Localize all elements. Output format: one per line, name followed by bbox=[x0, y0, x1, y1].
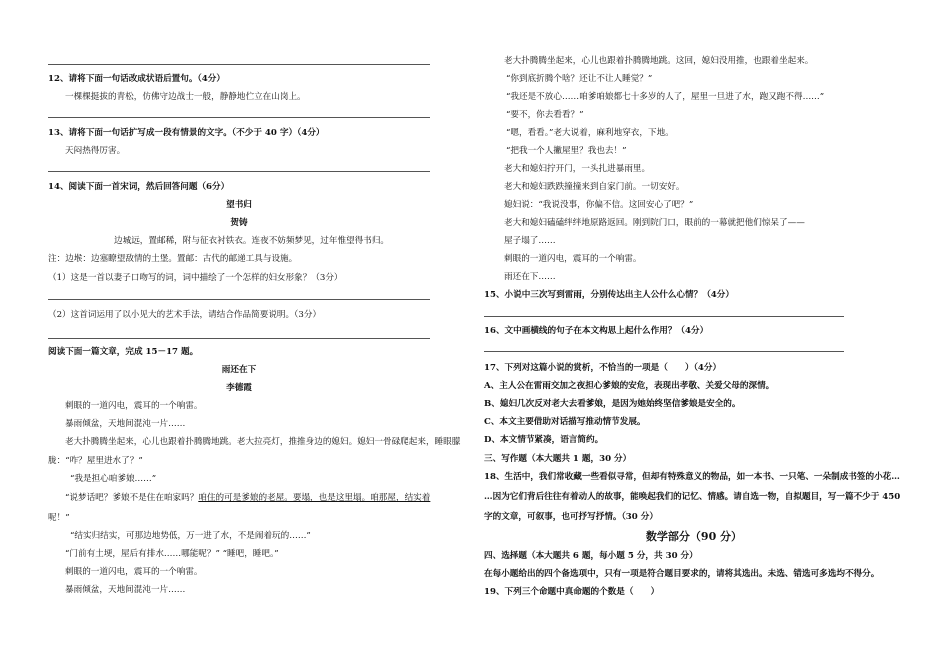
q14-part2: （2）这首词运用了以小见大的艺术手法，请结合作品简要说明。（3分） bbox=[48, 310, 322, 320]
story-paragraph: 暴雨倾盆，天地间混沌一片…… bbox=[65, 419, 186, 429]
q14-title: 14、阅读下面一首宋词，然后回答问题（6分） bbox=[48, 182, 230, 192]
story-author: 李德霞 bbox=[226, 383, 252, 393]
q17-option-d: D、本文情节紧凑，语言简约。 bbox=[484, 435, 604, 445]
story-paragraph: 老大和媳妇磕磕绊绊地原路返回。刚到院门口，眼前的一幕就把他们惊呆了—— bbox=[504, 218, 805, 228]
q13-title: 13、请将下面一句话扩写成一段有情景的文字。（不少于 40 字）（4分） bbox=[48, 128, 325, 138]
q13-text: 天闷热得厉害。 bbox=[65, 146, 126, 156]
story-text: “说梦话吧？爹娘不是住在咱家吗？ bbox=[65, 493, 199, 503]
story-title: 雨还在下 bbox=[221, 365, 257, 375]
section-writing: 三、写作题（本大题共 1 题，30 分） bbox=[484, 454, 632, 464]
story-paragraph: “门前有土埂，屋后有排水……哪能呢？” “睡吧，睡吧。” bbox=[65, 549, 279, 559]
section-choice: 四、选择题（本大题共 6 题，每小题 5 分，共 30 分） bbox=[484, 551, 698, 561]
story-paragraph: 媳妇说：“我说没事，你偏不信。这回安心了吧？” bbox=[504, 200, 694, 210]
q17-option-c: C、本文主要借助对话描写推动情节发展。 bbox=[484, 417, 646, 427]
story-paragraph: 雨还在下…… bbox=[504, 272, 556, 282]
q17-option-b: B、媳妇几次反对老大去看爹娘，是因为她始终坚信爹娘是安全的。 bbox=[484, 399, 741, 409]
q14-part1: （1）这是一首以妻子口吻写的词，词中描绘了一个怎样的妇女形象？（3分） bbox=[48, 273, 343, 283]
story-paragraph: 刺眼的一道闪电，震耳的一个响雷。 bbox=[65, 401, 203, 411]
story-paragraph: 老大和媳妇跌跌撞撞来到自家门前。一切安好。 bbox=[504, 182, 685, 192]
poem-author: 贺铸 bbox=[230, 218, 248, 228]
q17-option-a: A、主人公在雷雨交加之夜担心爹娘的安危，表现出孝敬、关爱父母的深情。 bbox=[484, 381, 775, 391]
story-paragraph: “嗯，看看。”老大说着，麻利地穿衣，下地。 bbox=[506, 128, 674, 138]
q18-text: …因为它们背后往往有着动人的故事，能唤起我们的记忆、情感。请自选一物，自拟题目，写一篇不少于 450 bbox=[484, 492, 901, 502]
story-paragraph: 刺眼的一道闪电，震耳的一个响雷。 bbox=[504, 254, 642, 264]
story-paragraph: 老大和媳妇拧开门，一头扎进暴雨里。 bbox=[504, 164, 651, 174]
answer-line bbox=[48, 64, 430, 65]
story-paragraph bbox=[65, 492, 430, 504]
story-paragraph: 暴雨倾盆，天地间混沌一片…… bbox=[65, 585, 186, 595]
q12-title: 12、请将下面一句话改成状语后置句。（4分） bbox=[48, 74, 225, 84]
underlined-sentence: 咱住的可是爹娘的老屋。要塌，也是这里塌。咱那屋，结实着 bbox=[198, 493, 431, 503]
story-paragraph: 刺眼的一道闪电，震耳的一个响雷。 bbox=[65, 567, 203, 577]
answer-line bbox=[48, 338, 430, 339]
story-paragraph: 胧：“咋？屋里进水了？” bbox=[48, 456, 143, 466]
q15-title: 15、小说中三次写到雷雨，分别传达出主人公什么心情？（4分） bbox=[484, 290, 734, 300]
answer-line bbox=[484, 316, 844, 317]
q16-title: 16、文中画横线的句子在本文构思上起什么作用？（4分） bbox=[484, 326, 709, 336]
poem-note: 注：边堠：边塞瞭望敌情的土堡。置邮：古代的邮递工具与设施。 bbox=[48, 254, 298, 264]
story-paragraph: “你到底折腾个啥？还让不让人睡觉？” bbox=[506, 74, 653, 84]
poem-title: 望书归 bbox=[226, 200, 252, 210]
story-paragraph: 老大扑腾腾坐起来，心儿也跟着扑腾腾地跳。老大拉亮灯，推推身边的媳妇。媳妇一骨碌爬起来，睡眼朦 bbox=[65, 437, 461, 447]
answer-line bbox=[484, 351, 844, 352]
q18-text: 18、生活中，我们常收藏一些看似寻常，但却有特殊意义的物品，如一本书、一只笔、一朵制成书签的小花… bbox=[484, 472, 900, 482]
q17-title: 17、下列对这篇小说的赏析，不恰当的一项是（ ）（4分） bbox=[484, 363, 722, 373]
story-paragraph: “要不，你去看看？” bbox=[506, 110, 584, 120]
q12-text: 一棵棵挺拔的青松，仿佛守边战士一般，静静地伫立在山岗上。 bbox=[65, 92, 306, 102]
q19-title: 19、下列三个命题中真命题的个数是（ ） bbox=[484, 587, 660, 597]
story-paragraph: 呢！” bbox=[48, 513, 70, 523]
q18-text: 字的文章，可叙事，也可抒写抒情。（30 分） bbox=[484, 512, 658, 522]
story-paragraph: “我还是不放心……咱爹咱娘都七十多岁的人了，屋里一旦进了水，跑又跑不得……” bbox=[506, 92, 825, 102]
answer-line bbox=[48, 299, 430, 300]
reading-intro: 阅读下面一篇文章，完成 15－17 题。 bbox=[48, 347, 199, 357]
answer-line bbox=[48, 171, 430, 172]
story-paragraph: 屋子塌了…… bbox=[504, 236, 556, 246]
poem-body: 边城远，置邮稀，附与征衣衬铁衣。连夜不妨频梦见，过年惟望得书归。 bbox=[114, 236, 390, 246]
answer-line bbox=[48, 117, 430, 118]
math-section-title: 数学部分（90 分） bbox=[645, 530, 743, 543]
story-paragraph: “把我一个人撇屋里？我也去！” bbox=[506, 146, 627, 156]
section-choice-desc: 在每小题给出的四个备选项中，只有一项是符合题目要求的，请将其选出。未选、错选可多选均不得分。 bbox=[484, 569, 880, 579]
story-paragraph: 老大扑腾腾坐起来，心儿也跟着扑腾腾地跳。这回，媳妇没用推，也跟着坐起来。 bbox=[504, 56, 814, 66]
story-paragraph: “我是担心咱爹娘……” bbox=[70, 474, 157, 484]
story-paragraph: “结实归结实，可那边地势低，万一进了水，不是闹着玩的……” bbox=[70, 531, 311, 541]
